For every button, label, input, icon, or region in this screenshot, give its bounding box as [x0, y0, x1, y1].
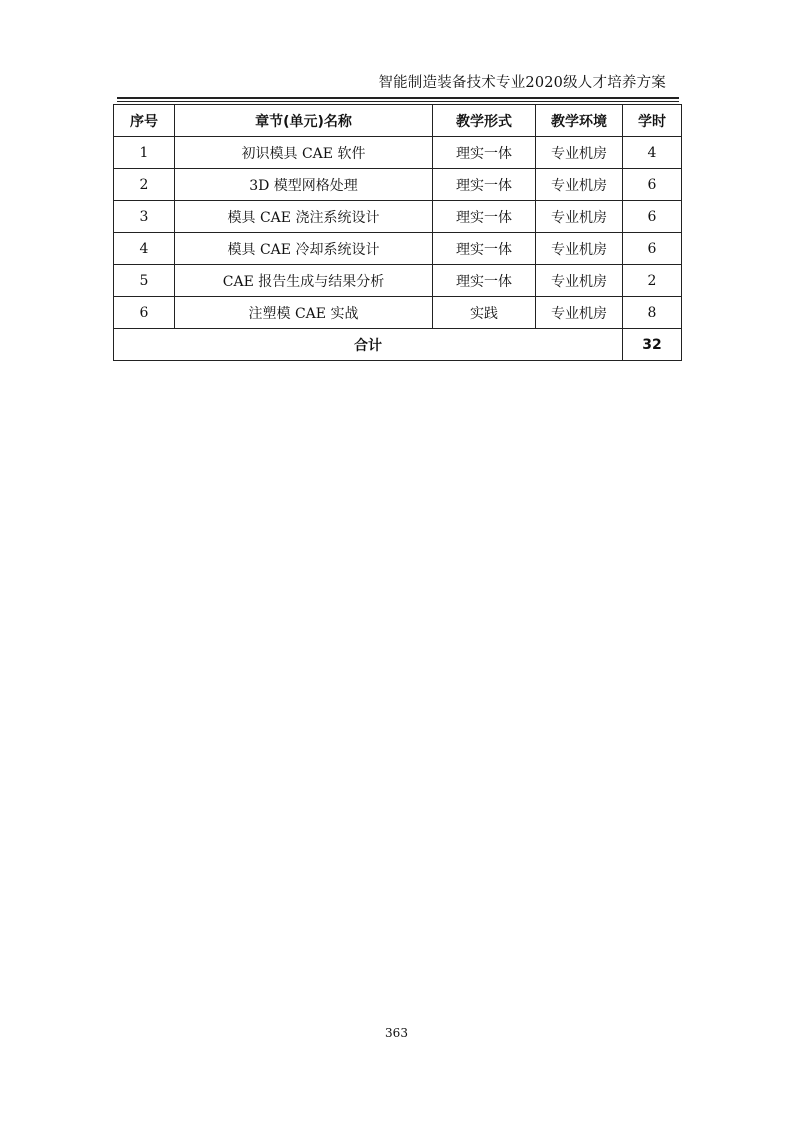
column-header-hours: 学时 [623, 105, 682, 137]
table-row [114, 137, 682, 169]
column-header-teaching-form: 教学形式 [433, 105, 536, 137]
cell-teaching-environment: 专业机房 [536, 169, 623, 201]
cell-index: 5 [114, 265, 175, 297]
cell-index: 3 [114, 201, 175, 233]
column-header-index: 序号 [114, 105, 175, 137]
table-row [114, 265, 682, 297]
table-header-row [114, 105, 682, 137]
table-row [114, 169, 682, 201]
cell-chapter: CAE 报告生成与结果分析 [175, 265, 433, 297]
total-hours: 32 [623, 329, 682, 361]
cell-chapter: 3D 模型网格处理 [175, 169, 433, 201]
header-rule [117, 97, 679, 99]
cell-index: 2 [114, 169, 175, 201]
cell-teaching-environment: 专业机房 [536, 265, 623, 297]
document-header-title: 智能制造装备技术专业2020级人才培养方案 [378, 75, 666, 91]
total-label: 合计 [114, 329, 623, 361]
cell-chapter: 模具 CAE 浇注系统设计 [175, 201, 433, 233]
cell-chapter: 模具 CAE 冷却系统设计 [175, 233, 433, 265]
cell-teaching-environment: 专业机房 [536, 201, 623, 233]
cell-index: 4 [114, 233, 175, 265]
course-schedule-table [113, 104, 682, 361]
cell-teaching-environment: 专业机房 [536, 233, 623, 265]
cell-teaching-environment: 专业机房 [536, 137, 623, 169]
table-row [114, 297, 682, 329]
cell-teaching-form: 理实一体 [433, 201, 536, 233]
cell-teaching-form: 理实一体 [433, 137, 536, 169]
cell-hours: 4 [623, 137, 682, 169]
column-header-teaching-environment: 教学环境 [536, 105, 623, 137]
cell-teaching-form: 理实一体 [433, 265, 536, 297]
cell-index: 1 [114, 137, 175, 169]
cell-chapter: 注塑模 CAE 实战 [175, 297, 433, 329]
cell-index: 6 [114, 297, 175, 329]
cell-teaching-form: 理实一体 [433, 233, 536, 265]
column-header-chapter: 章节(单元)名称 [175, 105, 433, 137]
table-total-row [114, 329, 682, 361]
cell-hours: 6 [623, 201, 682, 233]
header-rule-thin [117, 101, 679, 102]
page-number: 363 [385, 1026, 408, 1040]
cell-teaching-form: 理实一体 [433, 169, 536, 201]
cell-hours: 6 [623, 169, 682, 201]
cell-hours: 2 [623, 265, 682, 297]
cell-hours: 6 [623, 233, 682, 265]
cell-hours: 8 [623, 297, 682, 329]
table-row [114, 233, 682, 265]
table-row [114, 201, 682, 233]
cell-teaching-form: 实践 [433, 297, 536, 329]
cell-chapter: 初识模具 CAE 软件 [175, 137, 433, 169]
cell-teaching-environment: 专业机房 [536, 297, 623, 329]
